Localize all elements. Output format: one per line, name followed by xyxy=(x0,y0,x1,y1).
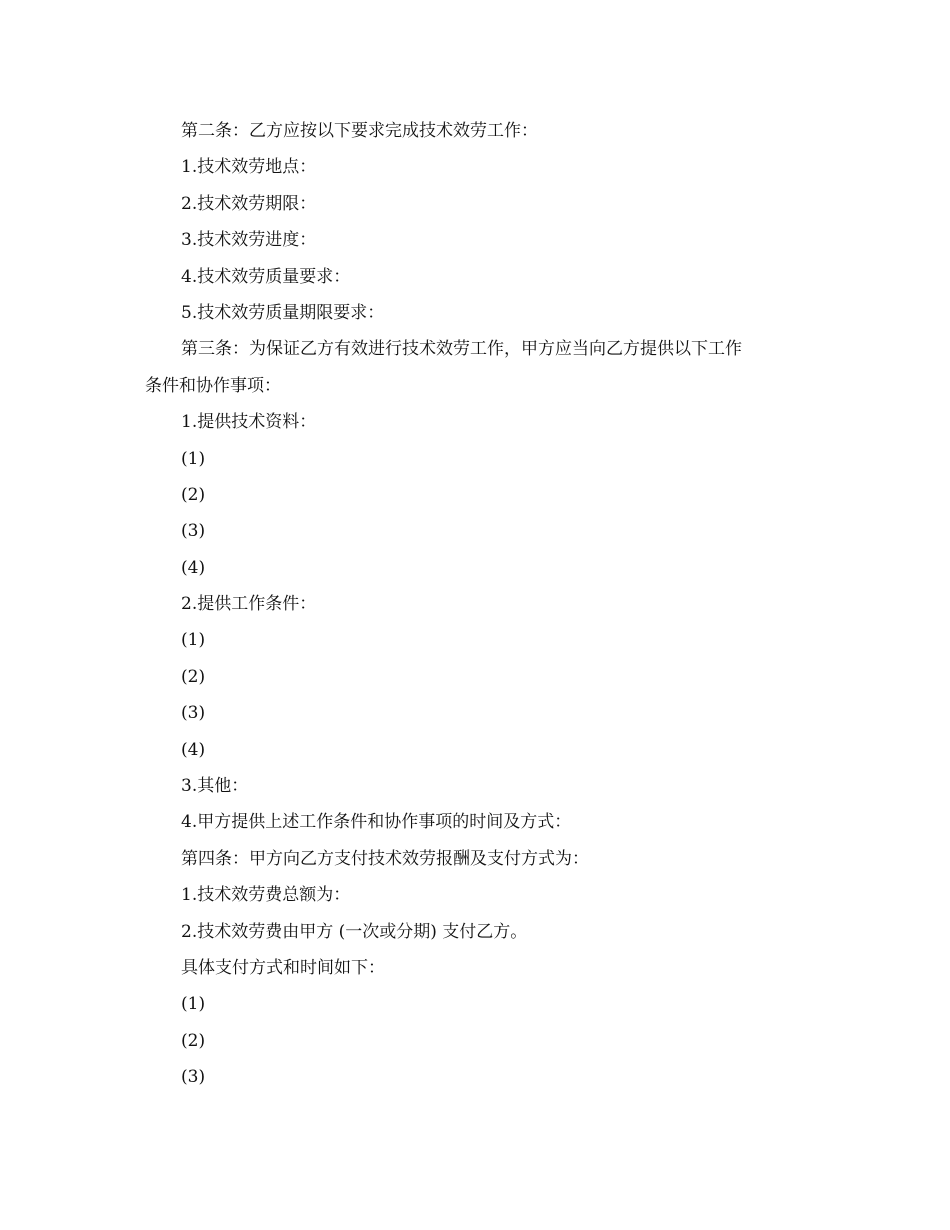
other-item: 3.其他： xyxy=(181,776,249,797)
payment-method-item: 2.技术效劳费由甲方 (一次或分期) 支付乙方。 xyxy=(181,921,528,942)
service-period-item: 2.技术效劳期限： xyxy=(181,193,317,214)
article-2-heading: 第二条：乙方应按以下要求完成技术效劳工作： xyxy=(181,121,538,141)
article-4-heading: 第四条：甲方向乙方支付技术效劳报酬及支付方式为： xyxy=(181,848,589,869)
provision-time-method-item: 4.甲方提供上述工作条件和协作事项的时间及方式： xyxy=(181,812,572,833)
list-item: (3) xyxy=(181,1067,206,1088)
list-item: (2) xyxy=(181,666,206,687)
article-3-heading-continued: 条件和协作事项： xyxy=(145,375,281,396)
total-fee-item: 1.技术效劳费总额为： xyxy=(181,885,351,906)
list-item: (4) xyxy=(181,739,206,760)
service-quality-item: 4.技术效劳质量要求： xyxy=(181,266,351,287)
list-item: (2) xyxy=(181,484,206,505)
service-location-item: 1.技术效劳地点： xyxy=(181,157,317,178)
list-item: (3) xyxy=(181,703,206,724)
list-item: (4) xyxy=(181,557,206,578)
payment-schedule-intro: 具体支付方式和时间如下： xyxy=(181,957,385,978)
service-quality-period-item: 5.技术效劳质量期限要求： xyxy=(181,302,385,323)
document-body xyxy=(145,113,810,1096)
work-conditions-item: 2.提供工作条件： xyxy=(181,594,317,615)
list-item: (2) xyxy=(181,1030,206,1051)
list-item: (1) xyxy=(181,630,206,651)
tech-materials-item: 1.提供技术资料： xyxy=(181,412,317,433)
service-progress-item: 3.技术效劳进度： xyxy=(181,230,317,251)
list-item: (3) xyxy=(181,521,206,542)
list-item: (1) xyxy=(181,448,206,469)
list-item: (1) xyxy=(181,994,206,1015)
article-3-heading: 第三条：为保证乙方有效进行技术效劳工作，甲方应当向乙方提供以下工作 xyxy=(181,339,742,360)
